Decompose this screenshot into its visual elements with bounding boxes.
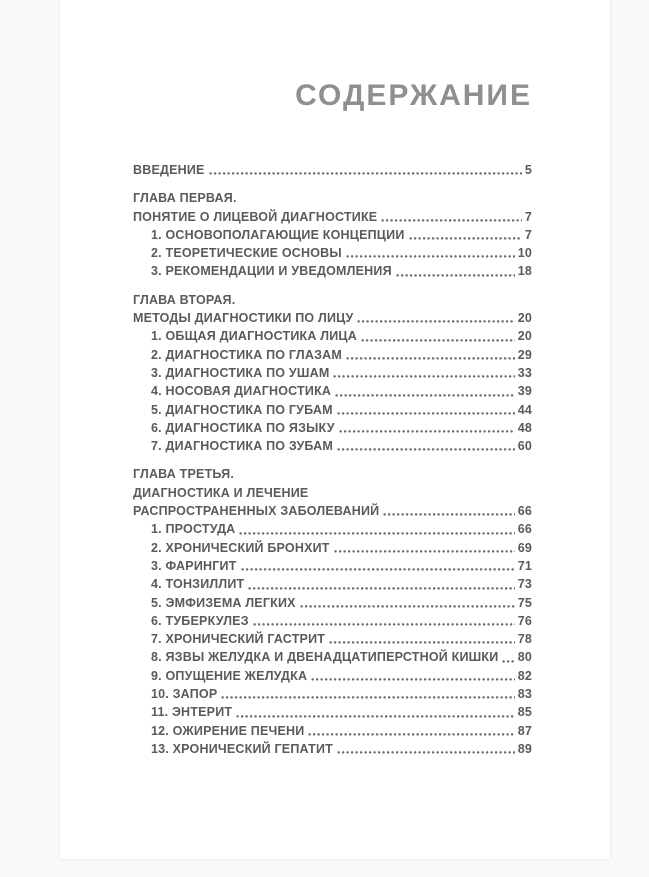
toc-entry-row — [133, 419, 532, 437]
toc-entry-page-number: 18 — [517, 264, 532, 279]
dot-leader — [335, 393, 515, 398]
toc-entry-page-number: 20 — [517, 311, 532, 326]
toc-entry-page-number: 80 — [517, 650, 532, 665]
toc-entry-row — [133, 630, 532, 648]
toc-entry-page-number: 89 — [517, 741, 532, 756]
toc-entry-row — [133, 557, 532, 575]
toc-entry-row — [133, 262, 532, 280]
toc-heading-row — [133, 291, 532, 309]
dot-leader — [409, 236, 522, 241]
toc-entry-page-number: 20 — [517, 329, 532, 344]
toc-entry-row — [133, 648, 532, 666]
toc-entry-label: 6. ТУБЕРКУЛЕЗ — [151, 613, 249, 628]
dot-leader — [383, 512, 514, 517]
dot-leader — [381, 218, 522, 223]
dot-leader — [346, 356, 515, 361]
dot-leader — [236, 714, 514, 719]
toc-entry-label: МЕТОДЫ ДИАГНОСТИКИ ПО ЛИЦУ — [133, 311, 354, 326]
dot-leader — [334, 549, 515, 554]
toc-entry-row — [133, 208, 532, 226]
toc-entry-page-number: 60 — [517, 439, 532, 454]
toc-entry-label: 2. ДИАГНОСТИКА ПО ГЛАЗАМ — [151, 347, 342, 362]
page-sheet — [59, 0, 611, 860]
dot-leader — [241, 567, 515, 572]
toc-entry-row — [133, 346, 532, 364]
dot-leader — [361, 338, 515, 343]
toc-entry-row — [133, 612, 532, 630]
dot-leader — [396, 273, 515, 278]
toc-entry-page-number: 29 — [517, 347, 532, 362]
page-title: СОДЕРЖАНИЕ — [295, 79, 532, 112]
dot-leader — [221, 695, 514, 700]
toc-entry-label: ВВЕДЕНИЕ — [133, 163, 205, 177]
toc-entry-label: 10. ЗАПОР — [151, 687, 218, 702]
toc-entry-page-number: 66 — [517, 504, 532, 519]
toc-entry-page-number: 69 — [517, 540, 532, 555]
toc-entry-row — [133, 685, 532, 703]
toc-entry-label: 9. ОПУЩЕНИЕ ЖЕЛУДКА — [151, 668, 308, 683]
toc-entry-label: 2. ХРОНИЧЕСКИЙ БРОНХИТ — [151, 540, 330, 555]
toc-entry-label: 1. ОБЩАЯ ДИАГНОСТИКА ЛИЦА — [151, 329, 357, 344]
toc-entry-label: 7. ДИАГНОСТИКА ПО ЗУБАМ — [151, 439, 333, 454]
toc-entry-page-number: 82 — [517, 668, 532, 683]
dot-leader — [311, 677, 515, 682]
toc-entry-row — [133, 740, 532, 758]
toc-entry-row — [133, 703, 532, 721]
toc-entry-page-number: 33 — [517, 365, 532, 380]
dot-leader — [337, 411, 515, 416]
dot-leader — [337, 447, 515, 452]
dot-leader — [329, 640, 515, 645]
toc-entry-page-number: 7 — [524, 209, 532, 224]
toc-entry-page-number: 48 — [517, 420, 532, 435]
toc-entry-label: 11. ЭНТЕРИТ — [151, 705, 233, 720]
toc-entry-page-number: 66 — [517, 522, 532, 537]
toc-entry-page-number: 39 — [517, 384, 532, 399]
toc-entry-row — [133, 382, 532, 400]
dot-leader — [248, 586, 514, 591]
toc-entry-label: ГЛАВА ПЕРВАЯ. — [133, 191, 237, 206]
toc-entry-label: 2. ТЕОРЕТИЧЕСКИЕ ОСНОВЫ — [151, 246, 342, 261]
toc-entry-label: 1. ПРОСТУДА — [151, 522, 236, 537]
toc-entry-row — [133, 309, 532, 327]
toc-entry-label: 7. ХРОНИЧЕСКИЙ ГАСТРИТ — [151, 632, 326, 647]
toc-entry-page-number: 78 — [517, 632, 532, 647]
toc-entry-page-number: 10 — [517, 246, 532, 261]
toc-entry-label: 3. РЕКОМЕНДАЦИИ И УВЕДОМЛЕНИЯ — [151, 264, 392, 279]
toc-entry-label: ДИАГНОСТИКА И ЛЕЧЕНИЕ — [133, 485, 309, 500]
toc-entry-row — [133, 502, 532, 520]
toc-entry-row — [133, 226, 532, 244]
toc-entry-row — [133, 364, 532, 382]
dot-leader — [337, 750, 515, 755]
toc-entry-label: 12. ОЖИРЕНИЕ ПЕЧЕНИ — [151, 723, 305, 738]
toc-heading-row — [133, 465, 532, 483]
toc-entry-row — [133, 327, 532, 345]
toc-entry-row — [133, 244, 532, 262]
dot-leader — [357, 319, 514, 324]
toc-content — [133, 0, 532, 758]
toc-entry-page-number: 5 — [524, 163, 532, 177]
toc-entry-label: 4. ТОНЗИЛЛИТ — [151, 577, 245, 592]
dot-leader — [239, 531, 514, 536]
toc-entry-page-number: 44 — [517, 402, 532, 417]
toc-entry-page-number: 85 — [517, 705, 532, 720]
toc-entry-page-number: 87 — [517, 723, 532, 738]
toc-entry-page-number: 75 — [517, 595, 532, 610]
toc-entry-label: 13. ХРОНИЧЕСКИЙ ГЕПАТИТ — [151, 741, 333, 756]
toc-entry-page-number: 83 — [517, 687, 532, 702]
toc-list — [133, 161, 532, 758]
toc-entry-label: 3. ДИАГНОСТИКА ПО УШАМ — [151, 365, 330, 380]
toc-heading-row — [133, 484, 532, 502]
toc-entry-page-number: 7 — [524, 227, 532, 242]
toc-entry-row — [133, 520, 532, 538]
toc-entry-label: 3. ФАРИНГИТ — [151, 558, 237, 573]
toc-entry-label: 1. ОСНОВОПОЛАГАЮЩИЕ КОНЦЕПЦИИ — [151, 227, 405, 242]
dot-leader — [209, 171, 522, 176]
toc-entry-row — [133, 575, 532, 593]
toc-heading-row — [133, 189, 532, 207]
dot-leader — [346, 254, 515, 259]
toc-entry-row — [133, 722, 532, 740]
dot-leader — [339, 429, 515, 434]
toc-entry-label: 8. ЯЗВЫ ЖЕЛУДКА И ДВЕНАДЦАТИПЕРСТНОЙ КИШКИ — [151, 650, 499, 665]
toc-entry-row — [133, 161, 532, 179]
toc-entry-page-number: 76 — [517, 613, 532, 628]
toc-entry-label: 5. ЭМФИЗЕМА ЛЕГКИХ — [151, 595, 296, 610]
toc-entry-label: ГЛАВА ТРЕТЬЯ. — [133, 467, 234, 482]
dot-leader — [333, 374, 514, 379]
toc-entry-row — [133, 437, 532, 455]
toc-entry-label: ГЛАВА ВТОРАЯ. — [133, 292, 236, 307]
toc-entry-row — [133, 539, 532, 557]
toc-entry-page-number: 71 — [517, 558, 532, 573]
dot-leader — [502, 659, 514, 664]
toc-entry-label: РАСПРОСТРАНЕННЫХ ЗАБОЛЕВАНИЙ — [133, 504, 380, 519]
dot-leader — [300, 604, 515, 609]
toc-entry-row — [133, 667, 532, 685]
toc-entry-row — [133, 401, 532, 419]
toc-entry-row — [133, 594, 532, 612]
toc-entry-label: 5. ДИАГНОСТИКА ПО ГУБАМ — [151, 402, 333, 417]
dot-leader — [253, 622, 515, 627]
toc-entry-page-number: 73 — [517, 577, 532, 592]
toc-entry-label: 4. НОСОВАЯ ДИАГНОСТИКА — [151, 384, 332, 399]
toc-entry-label: 6. ДИАГНОСТИКА ПО ЯЗЫКУ — [151, 420, 335, 435]
toc-entry-label: ПОНЯТИЕ О ЛИЦЕВОЙ ДИАГНОСТИКЕ — [133, 209, 378, 224]
dot-leader — [308, 732, 514, 737]
